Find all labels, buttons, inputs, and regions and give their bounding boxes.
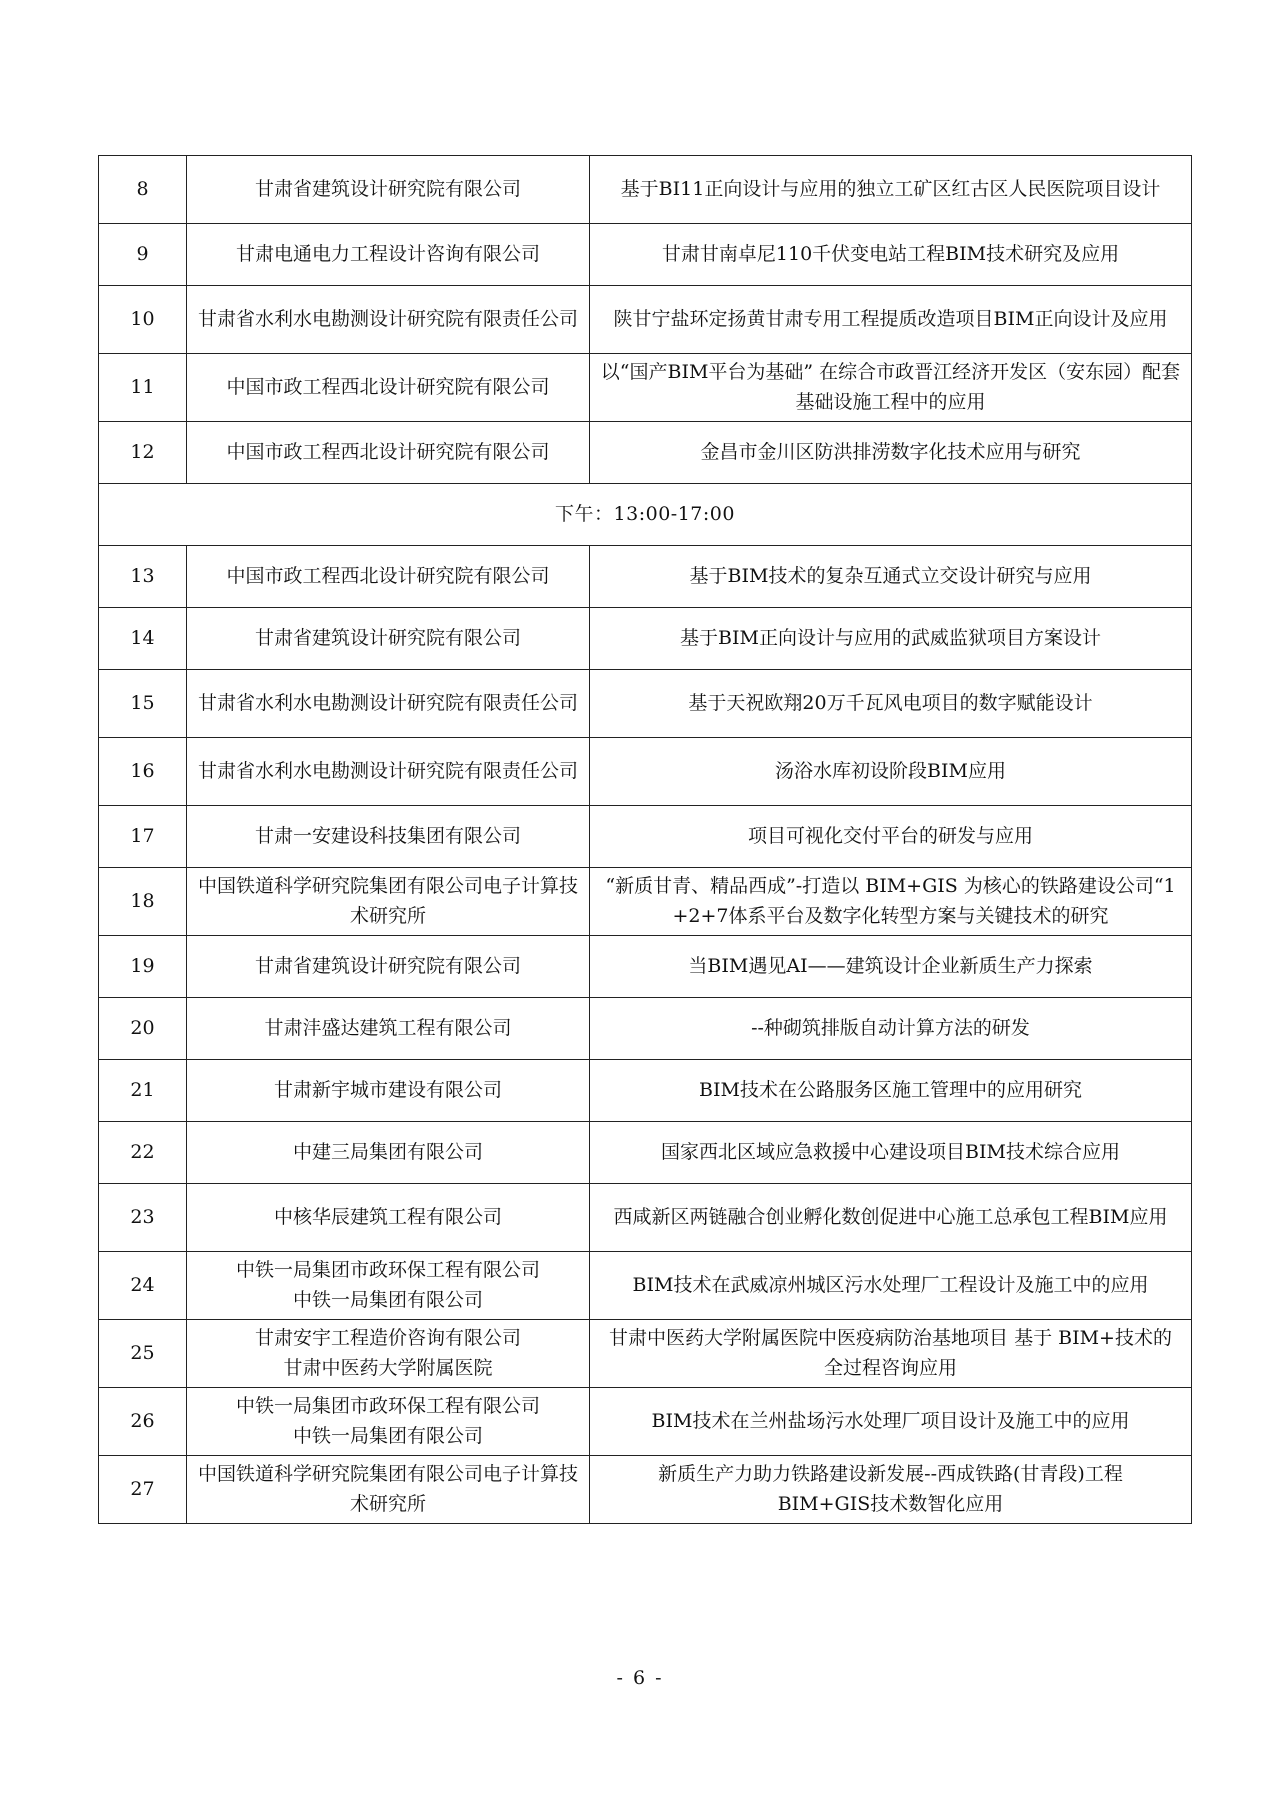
organization-cell: 甘肃安宇工程造价咨询有限公司 甘肃中医药大学附属医院 (187, 1320, 590, 1388)
schedule-body (99, 156, 1192, 1524)
organization-cell: 中国市政工程西北设计研究院有限公司 (187, 422, 590, 484)
organization-cell: 甘肃省水利水电勘测设计研究院有限责任公司 (187, 670, 590, 738)
topic-cell: BIM技术在兰州盐场污水处理厂项目设计及施工中的应用 (590, 1388, 1192, 1456)
table-row (99, 422, 1192, 484)
row-number: 21 (99, 1060, 187, 1122)
table-row (99, 1122, 1192, 1184)
table-row (99, 1388, 1192, 1456)
organization-cell: 甘肃新宇城市建设有限公司 (187, 1060, 590, 1122)
table-row (99, 354, 1192, 422)
topic-cell: 基于BI11正向设计与应用的独立工矿区红古区人民医院项目设计 (590, 156, 1192, 224)
table-row (99, 936, 1192, 998)
table-row (99, 738, 1192, 806)
table-row (99, 1252, 1192, 1320)
table-row (99, 998, 1192, 1060)
organization-cell: 甘肃省建筑设计研究院有限公司 (187, 936, 590, 998)
organization-cell: 中国市政工程西北设计研究院有限公司 (187, 546, 590, 608)
topic-cell: “新质甘青、精品西成”-打造以 BIM+GIS 为核心的铁路建设公司“1+2+7体系平台及数字化转型方案与关键技术的研究 (590, 868, 1192, 936)
row-number: 16 (99, 738, 187, 806)
row-number: 27 (99, 1456, 187, 1524)
organization-cell: 甘肃省建筑设计研究院有限公司 (187, 156, 590, 224)
row-number: 13 (99, 546, 187, 608)
row-number: 19 (99, 936, 187, 998)
topic-cell: 西咸新区两链融合创业孵化数创促进中心施工总承包工程BIM应用 (590, 1184, 1192, 1252)
row-number: 11 (99, 354, 187, 422)
table-row (99, 224, 1192, 286)
table-row (99, 1320, 1192, 1388)
organization-cell: 甘肃电通电力工程设计咨询有限公司 (187, 224, 590, 286)
organization-cell: 甘肃省建筑设计研究院有限公司 (187, 608, 590, 670)
organization-cell: 甘肃省水利水电勘测设计研究院有限责任公司 (187, 738, 590, 806)
topic-cell: 基于天祝欧翔20万千瓦风电项目的数字赋能设计 (590, 670, 1192, 738)
table-row (99, 806, 1192, 868)
organization-cell: 中国铁道科学研究院集团有限公司电子计算技术研究所 (187, 1456, 590, 1524)
organization-cell: 中核华辰建筑工程有限公司 (187, 1184, 590, 1252)
organization-cell: 中国市政工程西北设计研究院有限公司 (187, 354, 590, 422)
organization-cell: 中铁一局集团市政环保工程有限公司 中铁一局集团有限公司 (187, 1252, 590, 1320)
topic-cell: 国家西北区域应急救援中心建设项目BIM技术综合应用 (590, 1122, 1192, 1184)
organization-cell: 甘肃一安建设科技集团有限公司 (187, 806, 590, 868)
session-row (99, 484, 1192, 546)
row-number: 12 (99, 422, 187, 484)
topic-cell: 甘肃中医药大学附属医院中医疫病防治基地项目 基于 BIM+技术的全过程咨询应用 (590, 1320, 1192, 1388)
table-row (99, 868, 1192, 936)
row-number: 10 (99, 286, 187, 354)
topic-cell: 以“国产BIM平台为基础” 在综合市政晋江经济开发区（安东园）配套基础设施工程中的应用 (590, 354, 1192, 422)
topic-cell: 甘肃甘南卓尼110千伏变电站工程BIM技术研究及应用 (590, 224, 1192, 286)
table-row (99, 156, 1192, 224)
topic-cell: 项目可视化交付平台的研发与应用 (590, 806, 1192, 868)
presentation-schedule-table (98, 155, 1192, 1524)
table-row (99, 286, 1192, 354)
table-row (99, 546, 1192, 608)
table-row (99, 608, 1192, 670)
topic-cell: 新质生产力助力铁路建设新发展--西成铁路(甘青段)工程 BIM+GIS技术数智化应用 (590, 1456, 1192, 1524)
organization-cell: 甘肃沣盛达建筑工程有限公司 (187, 998, 590, 1060)
topic-cell: 陕甘宁盐环定扬黄甘肃专用工程提质改造项目BIM正向设计及应用 (590, 286, 1192, 354)
topic-cell: 当BIM遇见AI——建筑设计企业新质生产力探索 (590, 936, 1192, 998)
row-number: 23 (99, 1184, 187, 1252)
organization-cell: 中国铁道科学研究院集团有限公司电子计算技术研究所 (187, 868, 590, 936)
row-number: 9 (99, 224, 187, 286)
table-row (99, 1184, 1192, 1252)
topic-cell: --种砌筑排版自动计算方法的研发 (590, 998, 1192, 1060)
topic-cell: BIM技术在武威凉州城区污水处理厂工程设计及施工中的应用 (590, 1252, 1192, 1320)
organization-cell: 甘肃省水利水电勘测设计研究院有限责任公司 (187, 286, 590, 354)
topic-cell: BIM技术在公路服务区施工管理中的应用研究 (590, 1060, 1192, 1122)
row-number: 17 (99, 806, 187, 868)
table-row (99, 670, 1192, 738)
topic-cell: 金昌市金川区防洪排涝数字化技术应用与研究 (590, 422, 1192, 484)
row-number: 18 (99, 868, 187, 936)
table-row (99, 1060, 1192, 1122)
page-number: - 6 - (616, 1667, 664, 1689)
organization-cell: 中铁一局集团市政环保工程有限公司 中铁一局集团有限公司 (187, 1388, 590, 1456)
row-number: 26 (99, 1388, 187, 1456)
topic-cell: 基于BIM技术的复杂互通式立交设计研究与应用 (590, 546, 1192, 608)
row-number: 22 (99, 1122, 187, 1184)
topic-cell: 基于BIM正向设计与应用的武威监狱项目方案设计 (590, 608, 1192, 670)
row-number: 15 (99, 670, 187, 738)
row-number: 20 (99, 998, 187, 1060)
table-row (99, 1456, 1192, 1524)
topic-cell: 汤浴水库初设阶段BIM应用 (590, 738, 1192, 806)
row-number: 14 (99, 608, 187, 670)
row-number: 8 (99, 156, 187, 224)
session-time-label: 下午：13:00-17:00 (99, 484, 1192, 546)
row-number: 25 (99, 1320, 187, 1388)
row-number: 24 (99, 1252, 187, 1320)
organization-cell: 中建三局集团有限公司 (187, 1122, 590, 1184)
